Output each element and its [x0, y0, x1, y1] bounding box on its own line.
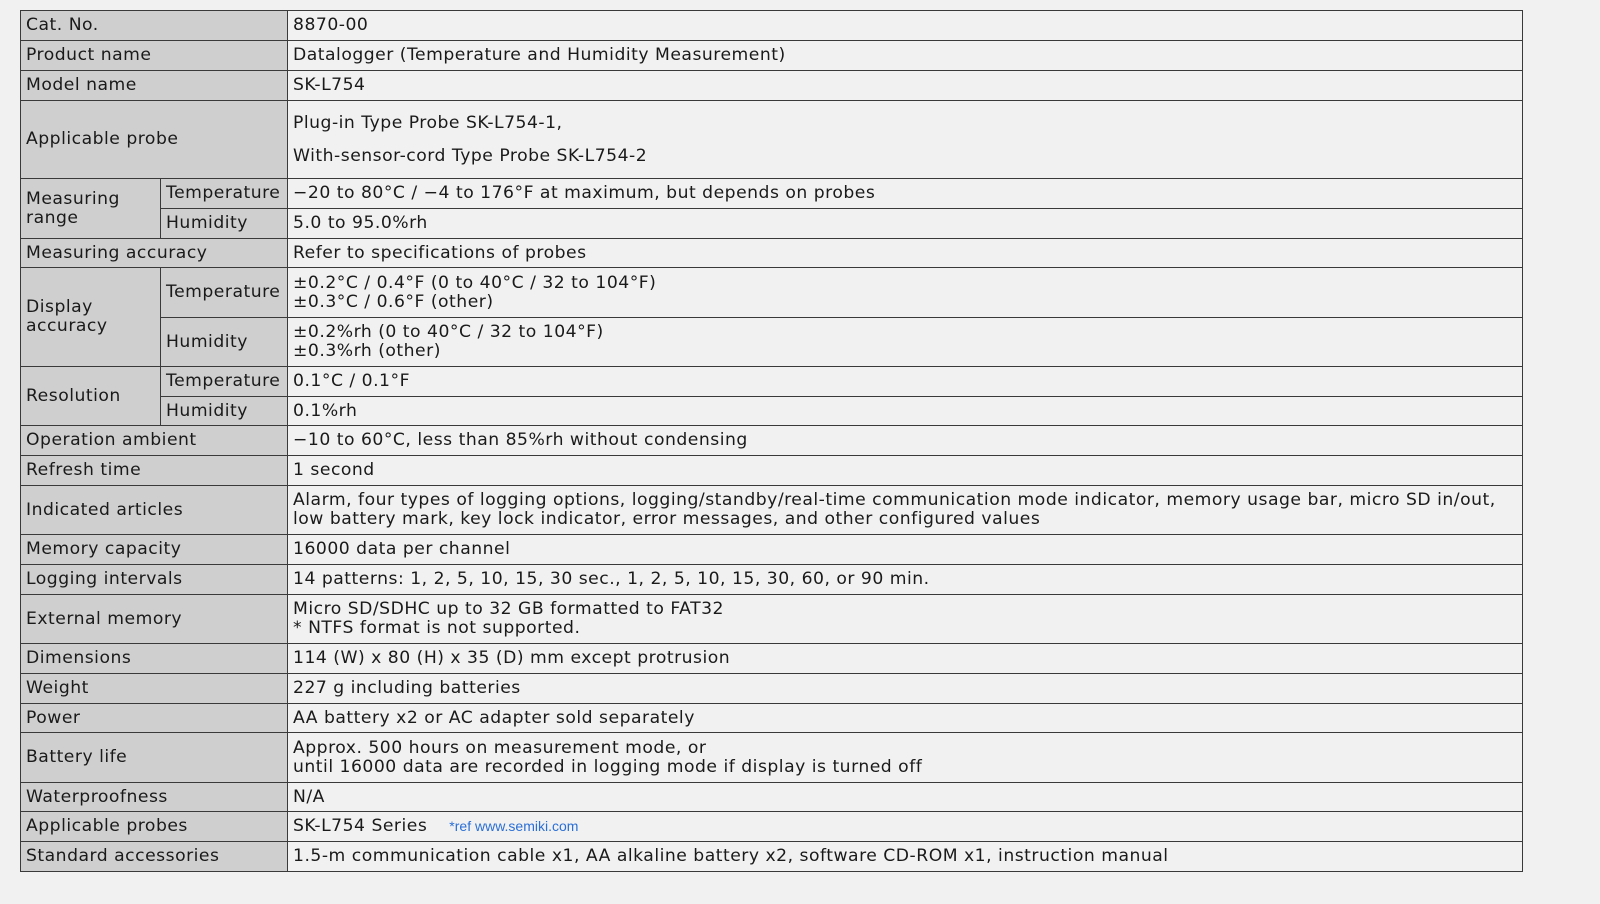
label-cat-no: Cat. No.	[21, 11, 288, 41]
row-measuring-accuracy	[21, 239, 1523, 268]
row-operation-ambient	[21, 426, 1523, 456]
label-power: Power	[21, 704, 288, 733]
label-weight: Weight	[21, 674, 288, 704]
battery-life-line2: until 16000 data are recorded in logging mode if display is turned off	[293, 756, 923, 777]
value-indicated-articles	[288, 486, 1523, 535]
label-dimensions: Dimensions	[21, 644, 288, 674]
applicable-probe-line2: With-sensor-cord Type Probe SK-L754-2	[293, 145, 648, 166]
value-power: AA battery x2 or AC adapter sold separately	[288, 704, 1523, 733]
label-standard-accessories: Standard accessories	[21, 842, 288, 872]
label-product-name: Product name	[21, 41, 288, 71]
row-power	[21, 704, 1523, 733]
label-waterproofness: Waterproofness	[21, 783, 288, 812]
display-accuracy-humidity-line1: ±0.2%rh (0 to 40°C / 32 to 104°F)	[293, 322, 604, 342]
value-logging-intervals: 14 patterns: 1, 2, 5, 10, 15, 30 sec., 1, 2, 5, 10, 15, 30, 60, or 90 min.	[288, 565, 1523, 595]
row-display-accuracy-humidity	[21, 318, 1523, 367]
label-memory-capacity: Memory capacity	[21, 535, 288, 565]
value-operation-ambient: −10 to 60°C, less than 85%rh without condensing	[288, 426, 1523, 456]
row-measuring-range-humidity	[21, 209, 1523, 239]
row-battery-life	[21, 733, 1523, 783]
value-display-accuracy-humidity	[288, 318, 1523, 367]
label-refresh-time: Refresh time	[21, 456, 288, 486]
ref-link[interactable]: *ref www.semiki.com	[449, 818, 579, 834]
value-measuring-range-humidity: 5.0 to 95.0%rh	[288, 209, 1523, 239]
label-external-memory: External memory	[21, 595, 288, 644]
label-applicable-probe: Applicable probe	[21, 101, 288, 179]
value-external-memory	[288, 595, 1523, 644]
label-logging-intervals: Logging intervals	[21, 565, 288, 595]
sublabel-resolution-temperature: Temperature	[161, 367, 288, 397]
label-model-name: Model name	[21, 71, 288, 101]
external-memory-line2: * NTFS format is not supported.	[293, 618, 581, 638]
value-resolution-humidity: 0.1%rh	[288, 397, 1523, 426]
battery-life-line1: Approx. 500 hours on measurement mode, or	[293, 737, 707, 758]
row-logging-intervals	[21, 565, 1523, 595]
label-operation-ambient: Operation ambient	[21, 426, 288, 456]
display-accuracy-humidity-line2: ±0.3%rh (other)	[293, 341, 441, 361]
value-memory-capacity: 16000 data per channel	[288, 535, 1523, 565]
row-cat-no	[21, 11, 1523, 41]
row-measuring-range-temperature	[21, 179, 1523, 209]
value-standard-accessories: 1.5-m communication cable x1, AA alkaline battery x2, software CD-ROM x1, instruction manual	[288, 842, 1523, 872]
display-accuracy-temperature-line2: ±0.3°C / 0.6°F (other)	[293, 291, 494, 312]
row-model-name	[21, 71, 1523, 101]
row-resolution-temperature	[21, 367, 1523, 397]
sublabel-measuring-range-temperature: Temperature	[161, 179, 288, 209]
indicated-articles-line1: Alarm, four types of logging options, logging/standby/real-time communication mode indicator, memory usage bar, micro SD in/out,	[293, 490, 1496, 510]
row-refresh-time	[21, 456, 1523, 486]
value-measuring-accuracy: Refer to specifications of probes	[288, 239, 1523, 268]
row-display-accuracy-temperature	[21, 268, 1523, 318]
sublabel-display-accuracy-temperature: Temperature	[161, 268, 288, 318]
label-display-accuracy: Display accuracy	[21, 268, 161, 367]
label-measuring-range: Measuring range	[21, 179, 161, 239]
applicable-probe-line1: Plug-in Type Probe SK-L754-1,	[293, 112, 563, 133]
applicable-probes-series: SK-L754 Series	[293, 816, 428, 836]
label-battery-life: Battery life	[21, 733, 288, 783]
row-weight	[21, 674, 1523, 704]
sublabel-measuring-range-humidity: Humidity	[161, 209, 288, 239]
spec-table	[20, 10, 1523, 872]
row-applicable-probes	[21, 812, 1523, 842]
value-applicable-probe	[288, 101, 1523, 179]
row-external-memory	[21, 595, 1523, 644]
external-memory-line1: Micro SD/SDHC up to 32 GB formatted to FAT32	[293, 599, 724, 619]
value-waterproofness: N/A	[288, 783, 1523, 812]
value-product-name: Datalogger (Temperature and Humidity Measurement)	[288, 41, 1523, 71]
row-applicable-probe	[21, 101, 1523, 179]
label-applicable-probes: Applicable probes	[21, 812, 288, 842]
row-waterproofness	[21, 783, 1523, 812]
value-resolution-temperature: 0.1°C / 0.1°F	[288, 367, 1523, 397]
row-standard-accessories	[21, 842, 1523, 872]
value-dimensions: 114 (W) x 80 (H) x 35 (D) mm except protrusion	[288, 644, 1523, 674]
indicated-articles-line2: low battery mark, key lock indicator, error messages, and other configured values	[293, 509, 1041, 529]
sublabel-resolution-humidity: Humidity	[161, 397, 288, 426]
value-display-accuracy-temperature	[288, 268, 1523, 318]
row-resolution-humidity	[21, 397, 1523, 426]
row-dimensions	[21, 644, 1523, 674]
row-indicated-articles	[21, 486, 1523, 535]
value-weight: 227 g including batteries	[288, 674, 1523, 704]
value-measuring-range-temperature: −20 to 80°C / −4 to 176°F at maximum, but depends on probes	[288, 179, 1523, 209]
value-battery-life	[288, 733, 1523, 783]
row-memory-capacity	[21, 535, 1523, 565]
label-resolution: Resolution	[21, 367, 161, 426]
value-cat-no: 8870-00	[288, 11, 1523, 41]
value-model-name: SK-L754	[288, 71, 1523, 101]
label-measuring-accuracy: Measuring accuracy	[21, 239, 288, 268]
label-indicated-articles: Indicated articles	[21, 486, 288, 535]
display-accuracy-temperature-line1: ±0.2°C / 0.4°F (0 to 40°C / 32 to 104°F)	[293, 272, 657, 293]
value-refresh-time: 1 second	[288, 456, 1523, 486]
value-applicable-probes	[288, 812, 1523, 842]
sublabel-display-accuracy-humidity: Humidity	[161, 318, 288, 367]
row-product-name	[21, 41, 1523, 71]
